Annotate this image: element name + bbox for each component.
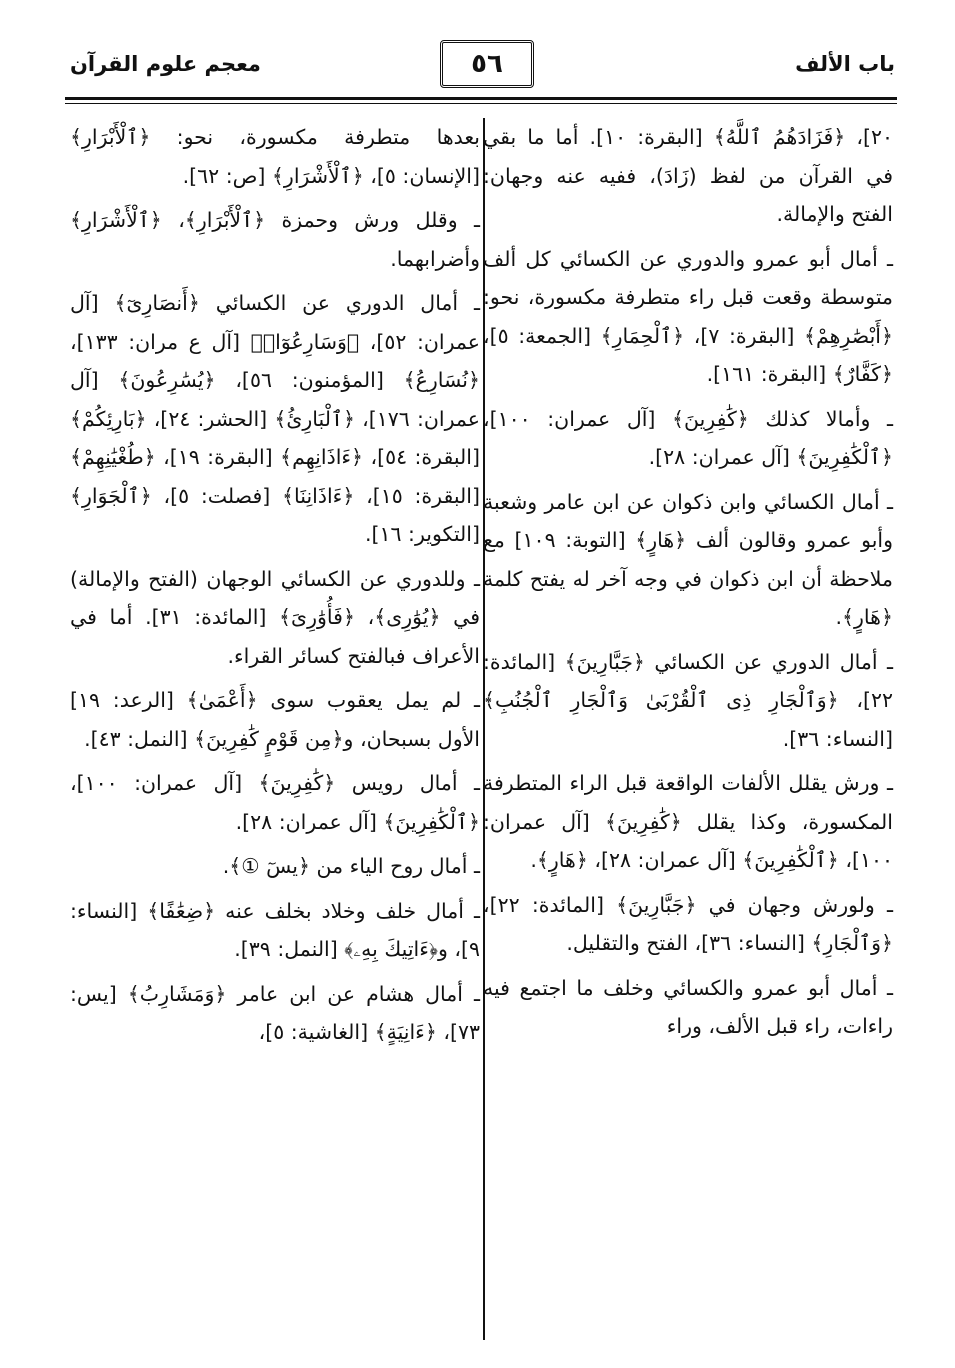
paragraph-text: ـ أمال روح الياء من ﴿يسٓ ①﴾. <box>222 854 480 878</box>
paragraph <box>483 764 893 880</box>
paragraph <box>483 483 893 637</box>
paragraph <box>70 201 480 278</box>
page-number: ٥٦ <box>471 49 503 79</box>
paragraph <box>70 892 480 969</box>
paragraph <box>70 284 480 554</box>
paragraph <box>483 240 893 394</box>
book-title: معجم علوم القرآن <box>70 52 261 76</box>
page-number-box <box>440 40 534 88</box>
paragraph <box>70 764 480 841</box>
paragraph-text: ـ أمال الكسائي وابن ذكوان عن ابن عامر وشعبة وأبو عمرو وقالون ألف ﴿هَارٍ﴾ [التوبة: ١٠٩] مع ملاحظة أن ابن ذكوان في وجه آخر له يفتح كلمة ﴿هَارٍ﴾. <box>483 489 893 629</box>
paragraph-text: ـ أمال أبو عمرو والكسائي وخلف ما اجتمع فيه راءات، راء قبل الألف، وراء <box>483 975 893 1038</box>
paragraph-text: ـ أمال أبو عمرو والدوري عن الكسائي كل ألف متوسطة وقعت قبل راء متطرفة مكسورة، نحو: ﴿أَبْصَٰرِهِمْ﴾ [البقرة: ٧]، ﴿ٱلْحِمَارِ﴾ [الجمعة: ٥]، ﴿كَفَّارٌ﴾ [البقرة: ١٦١]. <box>483 246 893 386</box>
paragraph-text: ـ وقلل ورش وحمزة ﴿ٱلْأَبْرَارِ﴾، ﴿ٱلْأَشْرَارِ﴾ وأضرابهما. <box>70 208 480 271</box>
paragraph <box>483 643 893 759</box>
left-text-column <box>70 118 480 1058</box>
header-rule-thin <box>65 103 897 104</box>
paragraph-text: ـ ورش يقلل الألفات الواقعة قبل الراء المتطرفة المكسورة، وكذا يقلل ﴿كَٰفِرِينَ﴾ [آل عمران: ١٠٠]، ﴿ٱلْكَٰفِرِينَ﴾ [آل عمران: ٢٨]، ﴿هَارٍ﴾. <box>483 771 893 872</box>
paragraph-text: ٢٠]، ﴿فَزَادَهُمُ ٱللَّهُ﴾ [البقرة: ١٠]. أما ما بقي في القرآن من لفظ (زَادَ)، ففيه عنه وجهان: الفتح والإمالة. <box>483 125 893 226</box>
paragraph <box>70 847 480 886</box>
paragraph <box>70 560 480 676</box>
paragraph <box>483 886 893 963</box>
paragraph-text: ـ وللدوري عن الكسائي الوجهان (الفتح والإمالة) في ﴿يُوَٰرِى﴾، ﴿فَأُوَٰرِىَ﴾ [المائدة: ٣١]. أما في الأعراف فبالفتح كسائر القراء. <box>70 566 480 668</box>
paragraph-text: ـ لم يمل يعقوب سوى ﴿أَعْمَىٰ﴾ [الرعد: ١٩] الأول بسبحان، و﴿مِن قَوْمٍ كَٰفِرِينَ﴾ [النمل: ٤٣]. <box>70 688 480 751</box>
paragraph-text: بعدها متطرفة مكسورة، نحو: ﴿ٱلْأَبْرَارِ﴾ [الإنسان: ٥]، ﴿ٱلْأَشْرَارِ﴾ [ص: ٦٢]. <box>70 125 480 188</box>
column-divider <box>483 118 485 1340</box>
header-rule <box>65 97 897 100</box>
paragraph <box>70 681 480 758</box>
paragraph-text: ـ أمال هشام عن ابن عامر ﴿وَمَشَارِبُ﴾ [يس: ٧٣]، ﴿ءَانِيَةٍ﴾ [الغاشية: ٥]، <box>70 981 480 1044</box>
paragraph <box>483 400 893 477</box>
page-header <box>70 40 895 90</box>
paragraph-text: ـ وأمالا كذلك ﴿كَٰفِرِينَ﴾ [آل عمران: ١٠٠]، ﴿ٱلْكَٰفِرِينَ﴾ [آل عمران: ٢٨]. <box>483 406 893 469</box>
paragraph-text: ـ أمال الدوري عن الكسائي ﴿جَبَّارِينَ﴾ [المائدة: ٢٢]، ﴿وَٱلْجَارِ ذِى ٱلْقُرْبَىٰ وَٱلْجَارِ ٱلْجُنُبِ﴾ [النساء: ٣٦]. <box>483 649 893 751</box>
paragraph <box>483 118 893 234</box>
paragraph-text: ـ أمال الدوري عن الكسائي ﴿أَنصَارِىٓ﴾ [آل عمران: ٥٢]، ﴿وَسَارِعُوٓا۟﴾ [آل ع مران: ١٣٣]، ﴿نُسَارِعُ﴾ [المؤمنون: ٥٦]، ﴿يُسَٰرِعُونَ﴾ [آل عمران: ١٧٦]، ﴿ٱلْبَارِئُ﴾ [الحشر: ٢٤]، ﴿بَارِئِكُمْ﴾ [البقرة: ٥٤]، ﴿ءَاذَانِهِم﴾ [البقرة: ١٩]، ﴿طُغْيَٰنِهِمْ﴾ [البقرة: ١٥]، ﴿ءَاذَانِنَا﴾ [فصلت: ٥]، ﴿ٱلْجَوَارِ﴾ [التكوير: ١٦]. <box>70 291 480 546</box>
paragraph <box>70 118 480 195</box>
paragraph <box>483 969 893 1046</box>
paragraph-text: ـ أمال خلف وخلاد بخلف عنه ﴿ضِعَٰفًا﴾ [النساء: ٩]، و﴿ءَاتِيكَ بِهِۦ﴾ [النمل: ٣٩]. <box>70 898 480 961</box>
section-title: باب الألف <box>795 52 895 76</box>
right-text-column <box>483 118 893 1052</box>
paragraph-text: ـ أمال رويس ﴿كَٰفِرِينَ﴾ [آل عمران: ١٠٠]، ﴿ٱلْكَٰفِرِينَ﴾ [آل عمران: ٢٨]. <box>70 771 480 834</box>
paragraph-text: ـ ولورش وجهان في ﴿جَبَّارِينَ﴾ [المائدة: ٢٢]، ﴿وَٱلْجَارِ﴾ [النساء: ٣٦]، الفتح والتقليل. <box>483 892 893 955</box>
paragraph <box>70 975 480 1052</box>
